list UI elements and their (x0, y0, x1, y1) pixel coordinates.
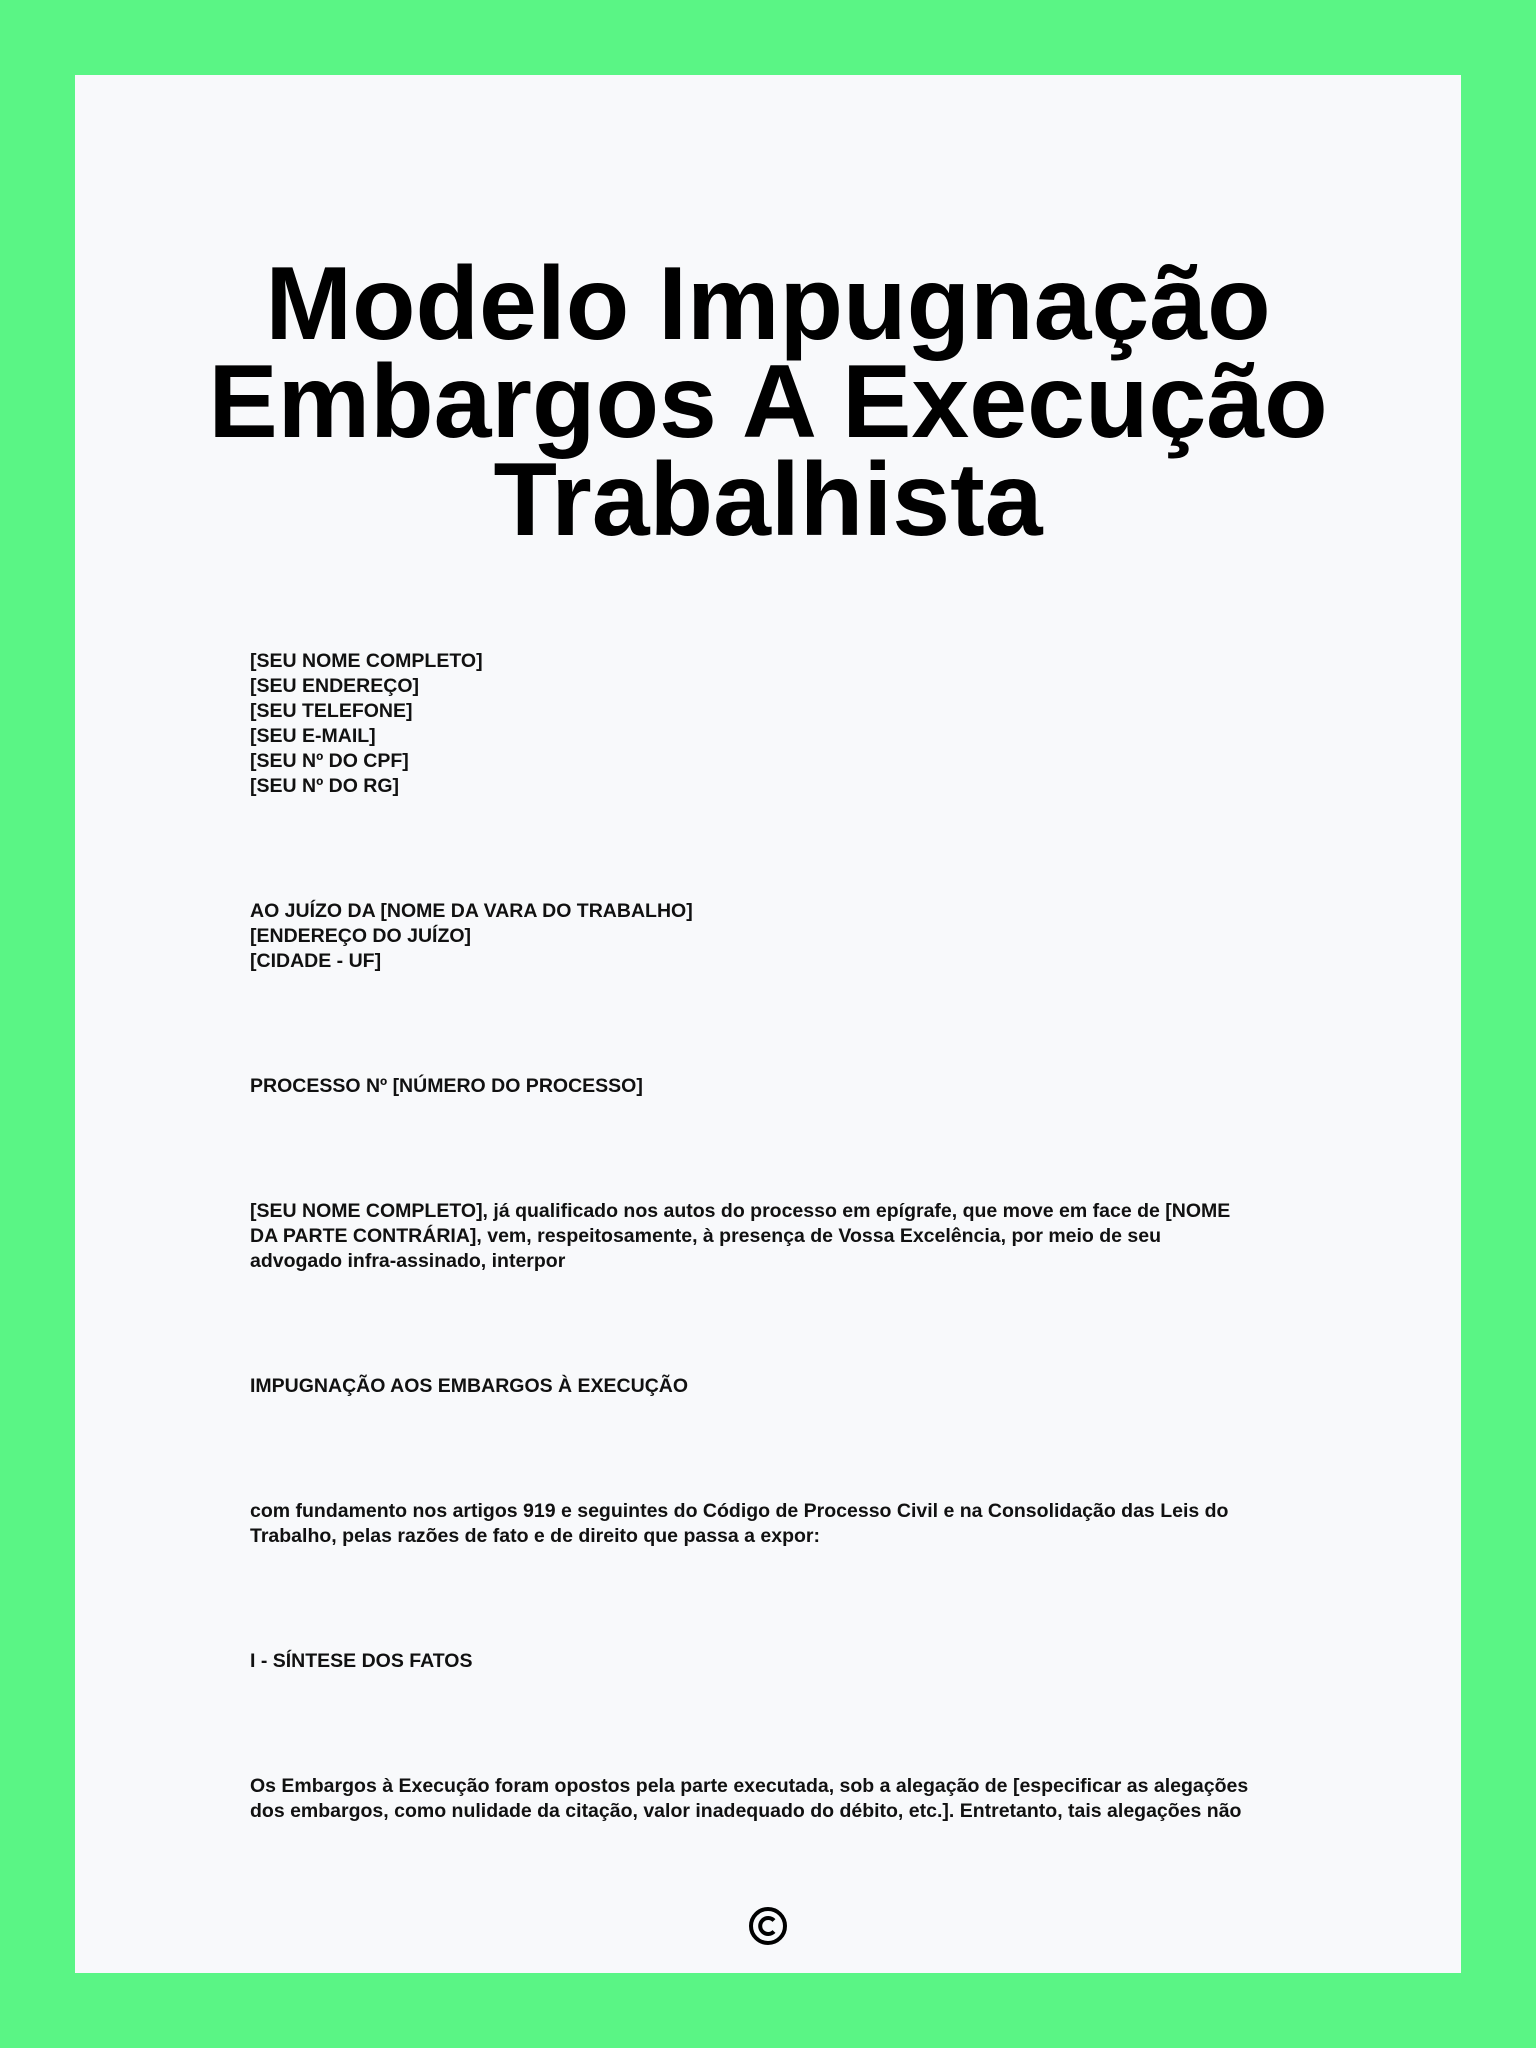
section-heading: I - SÍNTESE DOS FATOS (250, 1650, 473, 1672)
title-line: Embargos A Execução (208, 344, 1328, 460)
document-page (75, 75, 1461, 1973)
title-line: Modelo Impugnação (265, 246, 1271, 362)
court-block (250, 899, 1360, 974)
sender-name: [SEU NOME COMPLETO] (250, 650, 483, 672)
sender-address: [SEU ENDEREÇO] (250, 675, 420, 697)
process-number: PROCESSO Nº [NÚMERO DO PROCESSO] (250, 1075, 643, 1097)
paragraph-line: DA PARTE CONTRÁRIA], vem, respeitosamente, à presença de Vossa Excelência, por meio de seu (250, 1225, 1162, 1247)
section-paragraph (250, 1774, 1360, 1824)
paragraph-line: dos embargos, como nulidade da citação, valor inadequado do débito, etc.]. Entretanto, tais alegações não (250, 1800, 1242, 1822)
paragraph-line: com fundamento nos artigos 919 e seguintes do Código de Processo Civil e na Consolidação das Leis do (250, 1500, 1229, 1522)
sender-block (250, 649, 1360, 799)
copyright-icon (748, 1906, 788, 1946)
paragraph-line: advogado infra-assinado, interpor (250, 1250, 566, 1272)
intro-paragraph (250, 1199, 1360, 1274)
document-title (75, 246, 1461, 558)
paragraph-line: Os Embargos à Execução foram opostos pela parte executada, sob a alegação de [especificar as alegações (250, 1775, 1249, 1797)
sender-cpf: [SEU Nº DO CPF] (250, 750, 409, 772)
paragraph-line: [SEU NOME COMPLETO], já qualificado nos autos do processo em epígrafe, que move em face de [NOME (250, 1200, 1231, 1222)
title-line: Trabalhista (493, 442, 1043, 558)
paragraph-line: Trabalho, pelas razões de fato e de direito que passa a expor: (250, 1525, 821, 1547)
sender-phone: [SEU TELEFONE] (250, 700, 413, 722)
sender-rg: [SEU Nº DO RG] (250, 775, 400, 797)
court-name: AO JUÍZO DA [NOME DA VARA DO TRABALHO] (250, 900, 693, 922)
sender-email: [SEU E-MAIL] (250, 725, 376, 747)
court-city: [CIDADE - UF] (250, 950, 382, 972)
court-address: [ENDEREÇO DO JUÍZO] (250, 925, 472, 947)
document-type-heading: IMPUGNAÇÃO AOS EMBARGOS À EXECUÇÃO (250, 1375, 689, 1397)
legal-basis-paragraph (250, 1499, 1360, 1549)
